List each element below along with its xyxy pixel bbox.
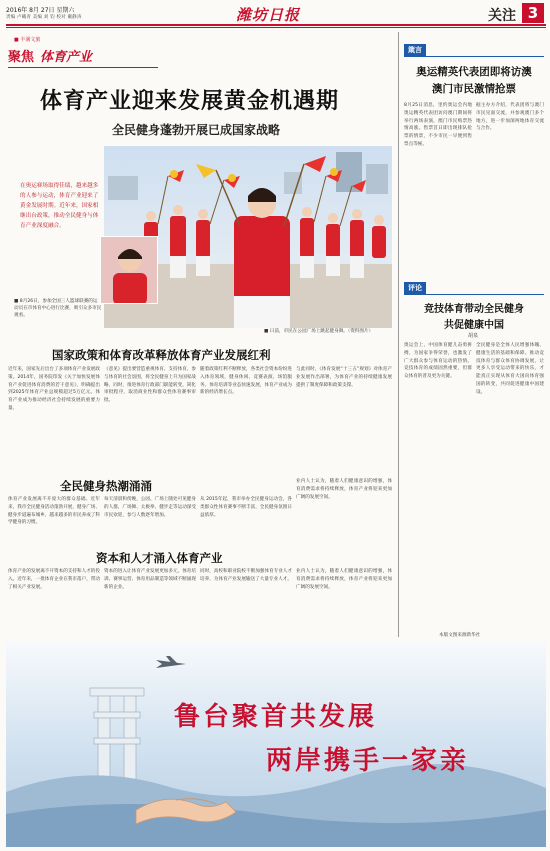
news-headline-line-2: 澳门市民激情抢票: [432, 83, 516, 95]
header-rule-thin: [6, 27, 546, 28]
section-1-column-4: 与此同时，《体育发展“十三五”规划》对体育产业发展作出部署，为体育产业的持续健康发展提供了制度保障和政策支撑。: [296, 367, 392, 388]
inset-caption: ■ 8月26日，参加全国三人篮球联赛的运动员在市体育中心进行比赛，吸引众多市民观看。: [14, 299, 102, 318]
issue-date: 2016年 8月 27日 星期六: [6, 7, 75, 14]
commentary-column-2: 全民健身是全体人民增强体魄、健康生活的基础和保障。推动竞技体育与群众体育协调发展，让更多人享受运动带来的快乐，才能真正实现从体育大国向体育强国的转变，共同促进健康中国建设。: [476, 343, 544, 395]
ad-slogan-2: 两岸携手一家亲: [266, 746, 470, 776]
section-2-column-3: 从 2015年起，我市举办全民健身运动会，各类群众性体育赛事不断丰富，全民健身氛围日益浓厚。: [200, 497, 292, 518]
main-headline: 体育产业迎来发展黄金机遇期: [40, 88, 340, 114]
commentary-headline-line-2: 共促健康中国: [444, 320, 504, 331]
section-1-column-3: 随着政策红利不断释放，各类社会资本纷纷进入体育领域，健身休闲、竞赛表演、场馆服务、体育培训等业态快速发展，体育产业成为新的经济增长点。: [200, 367, 292, 396]
focus-banner: [8, 45, 92, 65]
section-3-column-4: 业内人士认为，随着人们健康意识的增强，体育消费需求将持续释放，体育产业将迎来更加广阔的发展空间。: [296, 569, 392, 590]
section-2-column-1: 体育产业发展离不开庞大的群众基础。近年来，我市全民健身活动蓬勃开展，健身广场、健身步道遍布城乡，越来越多的市民养成了科学健身的习惯。: [8, 497, 100, 526]
advertisement: [6, 642, 546, 847]
section-3-title: 资本和人才涌入体育产业: [96, 551, 223, 565]
section-3-column-2: 资本的进入让体育产业发展更加多元，体育培训、赛事运营、体育用品制造等领域不断涌现新的企业。: [104, 569, 196, 590]
feature-intro: 在奥运赛场取得佳绩，越来越多的人参与运动，体育产业迎来了黄金发展时期。近年来，国家相继出台政策，推动全民健身与体育产业深度融合。: [20, 183, 99, 229]
focus-underline: [8, 67, 158, 68]
commentary-tag-rule: [404, 294, 544, 295]
editor-credits: 责编 卢曦青 美编 刘 钧 校对 戴静涛: [6, 15, 82, 20]
ad-slogan-1: 鲁台聚首共发展: [174, 702, 378, 732]
page-number: 3: [522, 3, 544, 23]
section-3-column-3: 同时，高校和职业院校不断加强体育专业人才培养，为体育产业发展输送了大量专业人才。: [200, 569, 292, 582]
news-column-2: 据主办方介绍，代表团将与澳门市民见面交流，并参观澳门多个地方，进一步加深两地体育交流与合作。: [476, 103, 544, 132]
section-1-column-1: 近年来，国家先后出台了多项体育产业发展政策。2014年，国务院印发《关于加快发展体育产业促进体育消费的若干意见》，明确提出到2025年体育产业总规模超过5万亿元。体育产业成为推动经济社会持续发展的重要力量。: [8, 367, 100, 411]
section-2-title: 全民健身热潮涌涌: [60, 479, 152, 493]
focus-label: 聚焦: [8, 49, 35, 65]
section-1-title: 国家政策和体育改革释放体育产业发展红利: [52, 348, 271, 362]
news-headline-line-1: 奥运精英代表团即将访澳: [416, 66, 532, 78]
news-tag: 箴言: [404, 44, 426, 56]
inset-photo: [100, 236, 158, 304]
news-tag-rule: [404, 56, 544, 57]
section-2-column-2: 每天清晨和傍晚，公园、广场上随处可见健身的人群，广场舞、太极拳、健步走等运动深受市民欢迎，参与人数逐年增加。: [104, 497, 196, 518]
section-3-column-1: 体育产业的发展离不开资本的支持和人才的投入。近年来，一批体育企业在我市落户，带动了相关产业发展。: [8, 569, 100, 590]
main-subheadline: 全民健身蓬勃开展已成国家战略: [112, 123, 281, 137]
newspaper-logo: 潍坊日报: [236, 6, 301, 24]
column-divider: [398, 32, 399, 637]
source-note: 本版文图来源新华社: [439, 633, 481, 638]
news-column-1: 8月25日消息，里约奥运会内地奥运精英代表团访问澳门期间将举行两场表演，澳门市民购票热情高涨。售票首日即出现排队抢票的情景，不少市民一早便到售票点等候。: [404, 103, 472, 147]
header-rule: [6, 24, 546, 26]
section-name: 关注: [488, 8, 516, 24]
commentary-byline: 胡泉: [468, 333, 479, 339]
feature-kicker: ■ 丰满文旅: [14, 37, 41, 43]
section-2-column-4: 业内人士认为，随着人们健康意识的增强，体育消费需求将持续释放，体育产业将迎来更加广阔的发展空间。: [296, 479, 392, 500]
photo-caption: ■ 日前，市民在公园广场上跳起健身舞。（资料图片）: [264, 329, 374, 334]
athlete-illustration: [101, 237, 158, 304]
commentary-tag: 评论: [404, 282, 426, 294]
focus-topic: 体育产业: [40, 49, 93, 65]
commentary-headline-line-1: 竞技体育带动全民健身: [424, 304, 524, 315]
section-1-column-2: 《意见》提出要营造重视体育、支持体育、参与体育的社会氛围，将全民健身上升为国家战略。同时，推进体育行政部门职能转变，简化审批程序，取消商业性和群众性体育赛事审批。: [104, 367, 196, 404]
commentary-column-1: 奥运会上，中国体育健儿奋勇拼搏，为国家争得荣誉，也激发了广大群众参与体育运动的热情。竞技体育的成绩固然重要，但群众体育的普及更为关键。: [404, 343, 472, 380]
